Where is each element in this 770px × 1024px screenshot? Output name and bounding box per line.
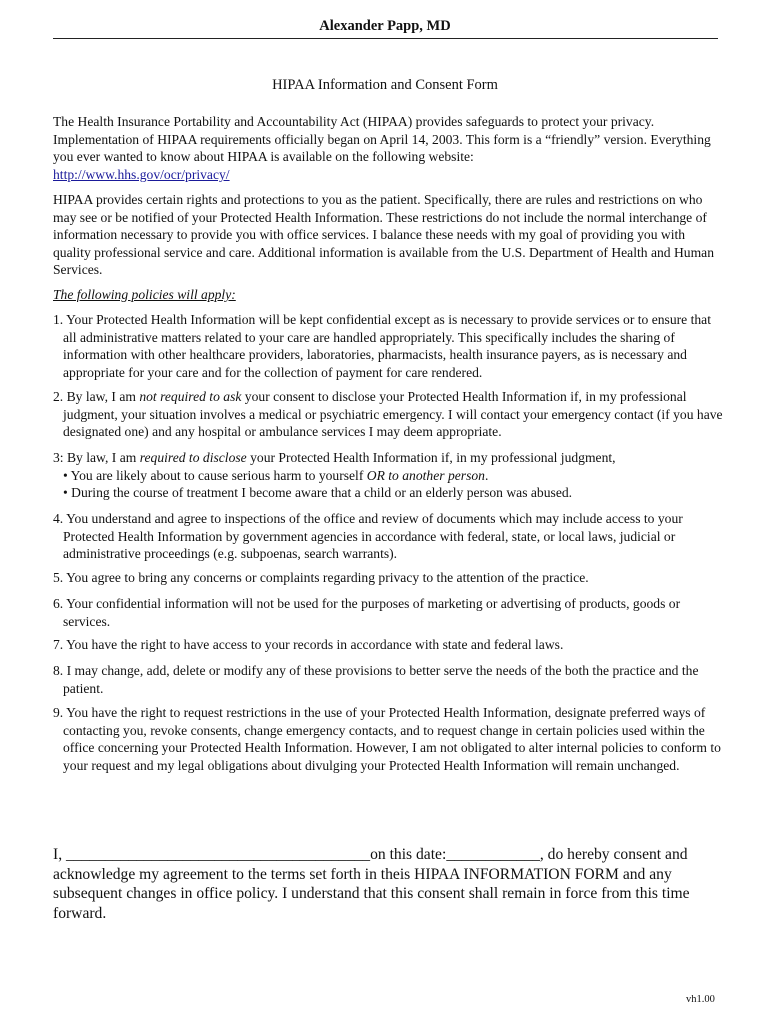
policies-heading-section [53, 286, 723, 304]
policy-text: 2. By law, I am not required to ask your consent to disclose your Protected Health Information if, in my professional judgment, your situation involves a medical or psychiatric emergency. I will contact your emergency contact (if you have designated one) and any hospital or ambulance services I may deem appropriate. [53, 389, 723, 440]
policy-text: 4. You understand and agree to inspections of the office and review of documents which may include access to your Protected Health Information by government agencies in accordance with federal, state, or local laws, judicial or administrative proceedings (e.g. subpoenas, search warrants). [53, 511, 683, 562]
consent-text: , do hereby consent and acknowledge my agreement to the terms set forth in theis HIPAA INFORMATION FORM and any subsequent changes in office policy. I understand that this consent shall remain in force from this time forward. [53, 846, 690, 922]
policy-emphasis: not required to ask [139, 389, 242, 404]
policy-item-4 [53, 510, 723, 563]
consent-lead: I, [53, 846, 66, 863]
policy-text: 5. You agree to bring any concerns or complaints regarding privacy to the attention of the practice. [53, 570, 589, 585]
policies-heading: The following policies will apply: [53, 287, 236, 302]
doctor-name: Alexander Papp, MD [319, 18, 451, 34]
policy-text: 1. Your Protected Health Information will be kept confidential except as is necessary to provide services or to ensure that all administrative matters related to your care are handled appropriately. This specifically includes the sharing of information with other healthcare providers, laboratories, pharmacists, health insurance payers, as is necessary and appropriate for your care and for the collection of payment for care rendered. [53, 312, 711, 380]
form-title: HIPAA Information and Consent Form [272, 77, 498, 93]
date-label: on this date: [370, 846, 447, 863]
consent-statement [53, 845, 723, 923]
hhs-privacy-link[interactable]: http://www.hhs.gov/ocr/privacy/ [53, 166, 230, 182]
policy-item-8 [53, 662, 723, 697]
policy-emphasis: required to disclose [139, 450, 247, 465]
policy-text: 6. Your confidential information will not be used for the purposes of marketing or advertising of products, goods or services. [53, 596, 681, 629]
intro-paragraph: The Health Insurance Portability and Accountability Act (HIPAA) provides safeguards to protect your privacy. Implementation of HIPAA requirements officially began on April 14, 2003. This form is a “friendly” version. Everything you ever wanted to know about HIPAA is available on the following website: [53, 114, 711, 165]
patient-name-blank[interactable]: _______________________________________ [66, 846, 371, 863]
policy-text: 7. You have the right to have access to your records in accordance with state and federal laws. [53, 637, 564, 652]
policy-text: 9. You have the right to request restrictions in the use of your Protected Health Information, designate preferred ways of contacting you, revoke consents, change emergency contacts, and to request change in certain policies used within the office concerning your Protected Health Information. However, I am not obligated to alter internal policies to conform to your request and my legal obligations about divulging your Protected Health Information will remain unchanged. [53, 705, 721, 773]
date-blank[interactable]: ____________ [446, 846, 540, 863]
policy-item-7 [53, 636, 723, 654]
rights-section [53, 191, 723, 279]
policy-bullet: • You are likely about to cause serious harm to yourself OR to another person. [63, 467, 489, 483]
policy-item-9 [53, 704, 723, 774]
policy-emphasis: OR to another person [366, 467, 485, 483]
policy-item-5 [53, 569, 723, 587]
header-divider [53, 38, 718, 39]
policy-text: 8. I may change, add, delete or modify any of these provisions to better serve the needs of the both the practice and the patient. [53, 663, 699, 696]
rights-paragraph: HIPAA provides certain rights and protections to you as the patient. Specifically, there are rules and restrictions on who may see or be notified of your Protected Health Information. These restrictions do not include the normal interchange of information necessary to provide you with office services. I balance these needs with my goal of providing you with quality professional service and care. Additional information is available from the U.S. Department of Health and Human Services. [53, 192, 714, 278]
intro-section [53, 113, 723, 183]
policy-bullet: • During the course of treatment I become aware that a child or an elderly person was abused. [63, 485, 573, 501]
policy-item-1 [53, 311, 723, 381]
policy-item-3 [53, 449, 723, 502]
version-label: vh1.00 [686, 994, 715, 1005]
policy-item-2 [53, 388, 723, 441]
policy-text: 3: By law, I am required to disclose your Protected Health Information if, in my professional judgment, [53, 450, 616, 465]
policy-item-6 [53, 595, 723, 630]
